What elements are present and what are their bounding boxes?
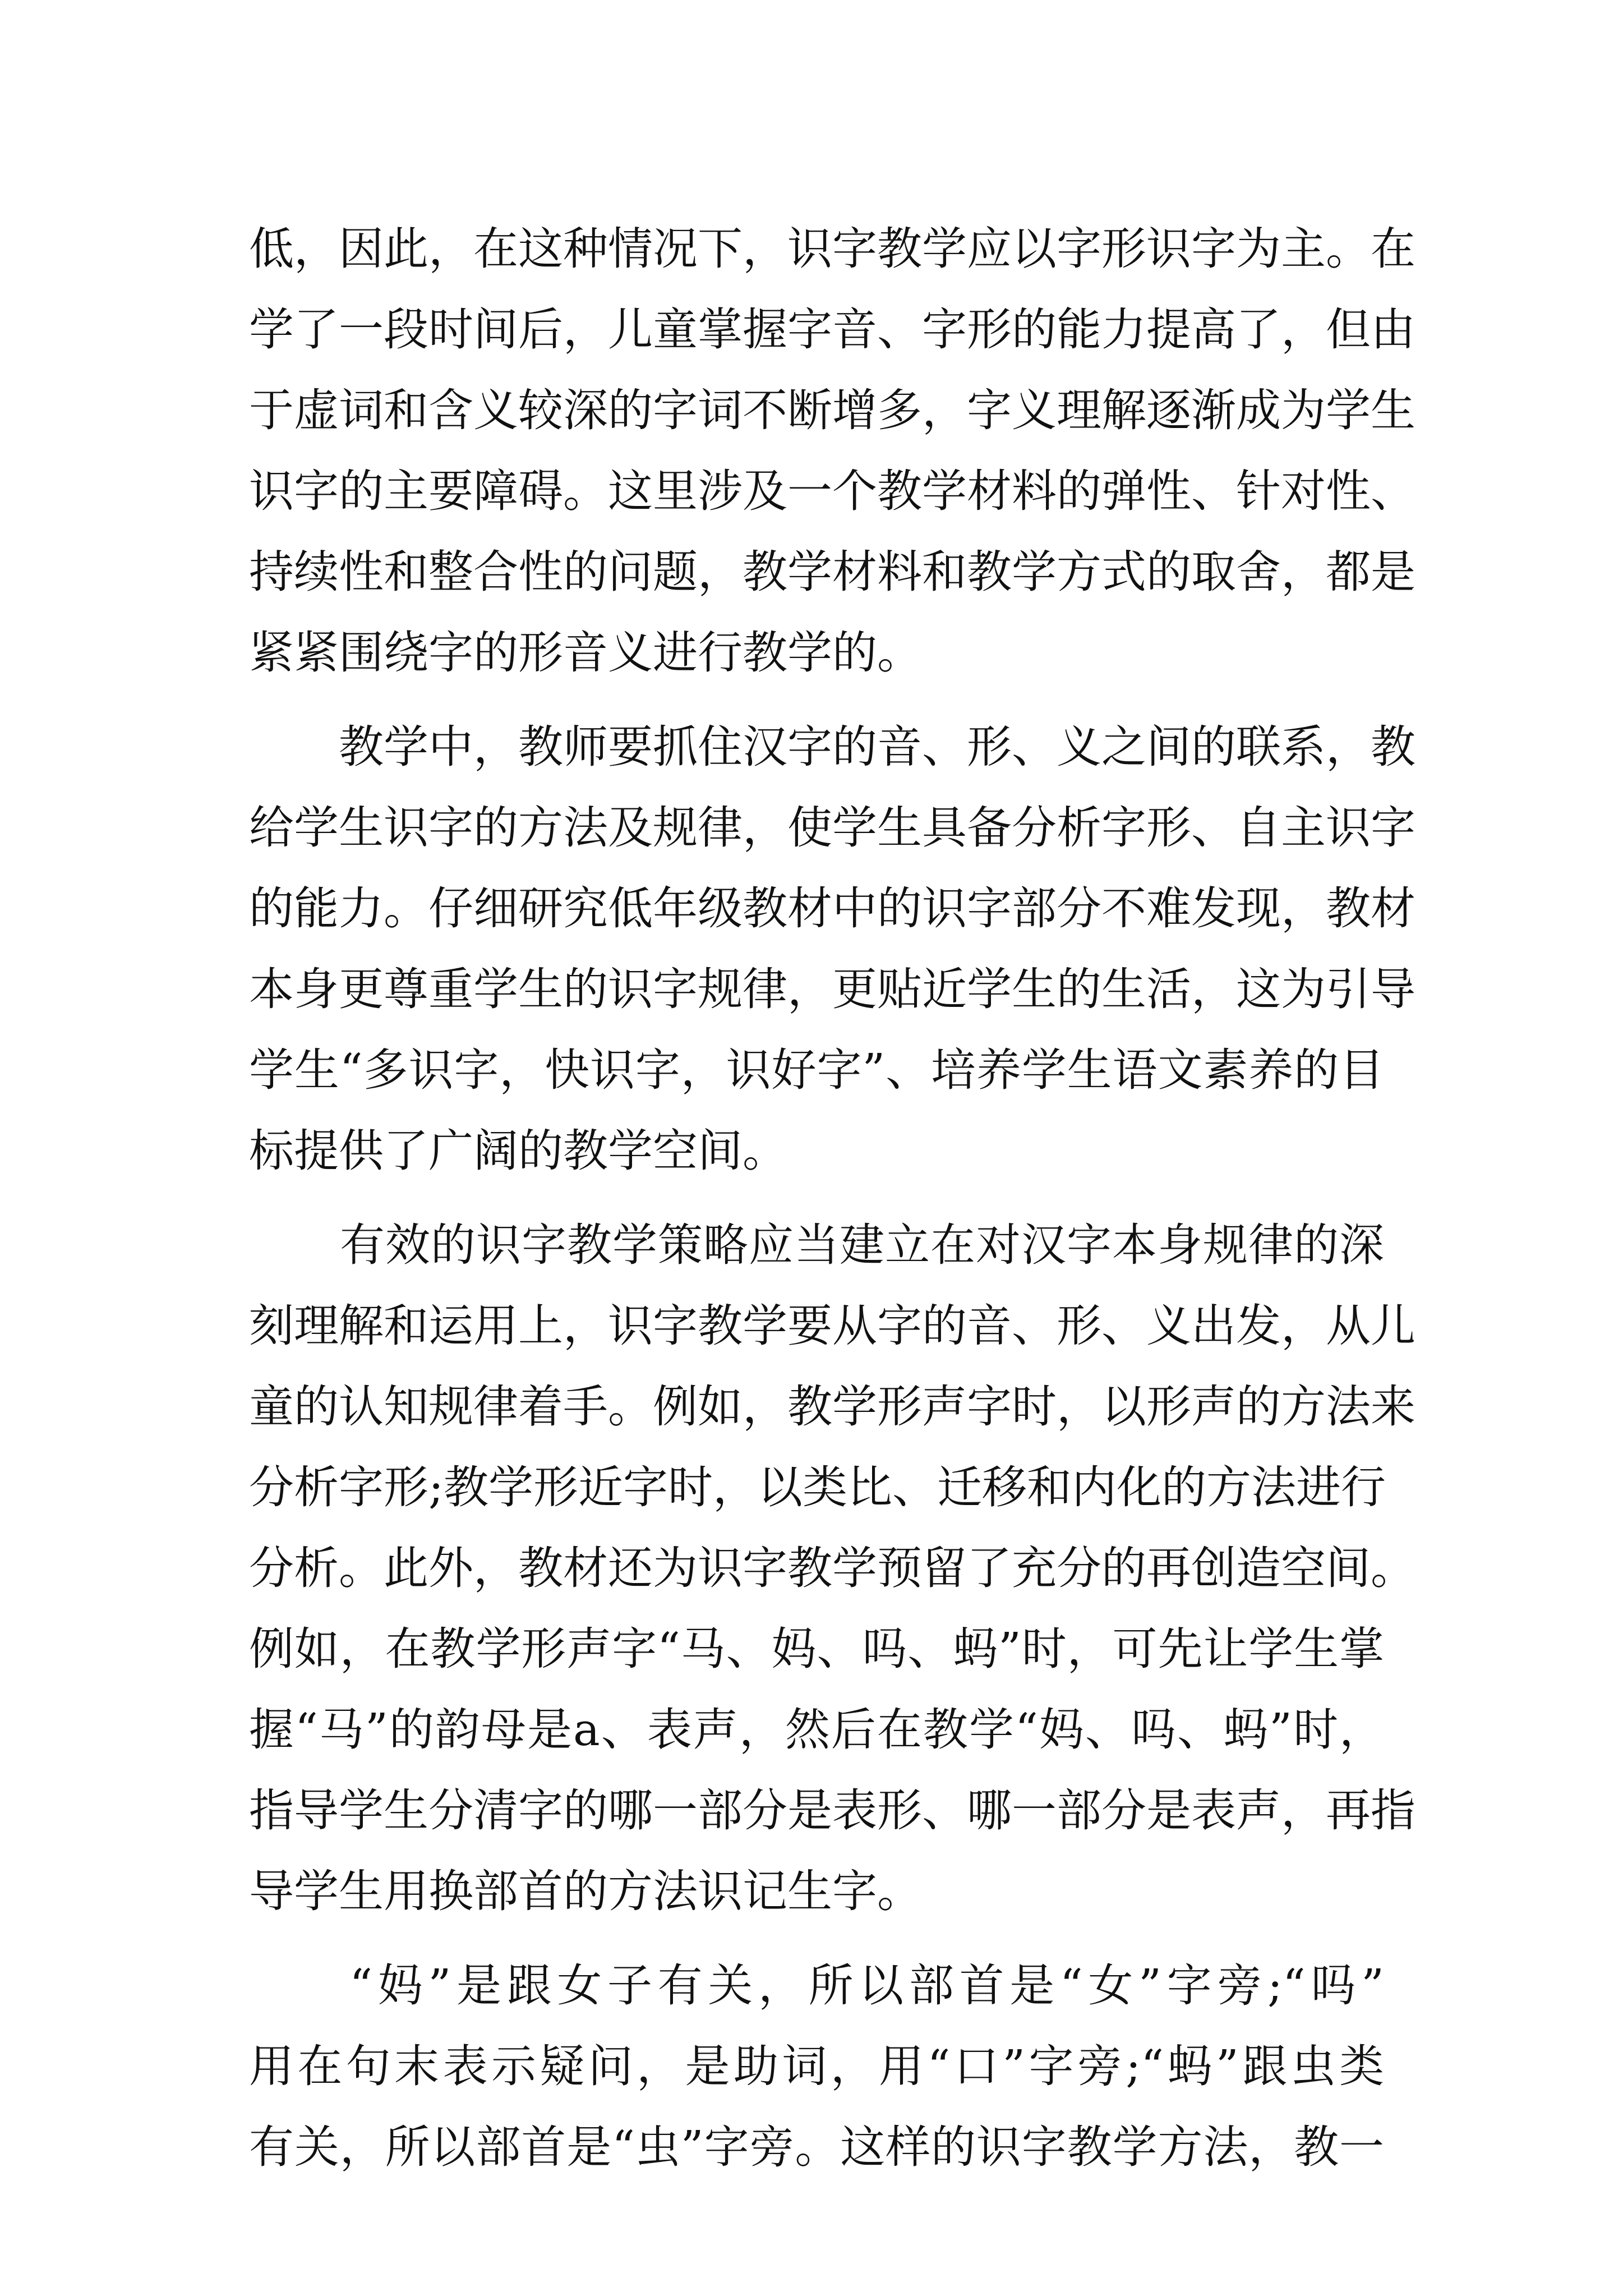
text-line: 教学中，教师要抓住汉字的音、形、义之间的联系，教 xyxy=(249,721,1415,773)
text-line: 指导学生分清字的哪一部分是表形、哪一部分是表声，再指 xyxy=(249,1784,1415,1837)
text-line: 紧紧围绕字的形音义进行教学的。 xyxy=(249,627,922,679)
text-line: 例如，在教学形声字“马、妈、吗、蚂”时，可先让学生掌 xyxy=(249,1623,1384,1675)
text-line: 学了一段时间后，儿童掌握字音、字形的能力提高了，但由 xyxy=(249,303,1415,356)
text-line: 学生“多识字，快识字，识好字”、培养学生语文素养的目 xyxy=(249,1044,1384,1096)
text-line: 握“马”的韵母是a、表声，然后在教学“妈、吗、蚂”时， xyxy=(249,1704,1384,1756)
paragraph xyxy=(249,707,1415,1191)
text-line: 本身更尊重学生的识字规律，更贴近学生的生活，这为引导 xyxy=(249,963,1415,1015)
paragraph xyxy=(249,1945,1384,2188)
paragraph xyxy=(249,1205,1415,1932)
text-line: 低，因此，在这种情况下，识字教学应以字形识字为主。在 xyxy=(249,223,1415,275)
text-line: 分析字形;教学形近字时，以类比、迁移和内化的方法进行 xyxy=(249,1461,1386,1513)
text-line: 分析。此外，教材还为识字教学预留了充分的再创造空间。 xyxy=(249,1542,1415,1594)
text-line: 有效的识字教学策略应当建立在对汉字本身规律的深 xyxy=(249,1219,1384,1271)
text-line: 识字的主要障碍。这里涉及一个教学材料的弹性、针对性、 xyxy=(249,465,1415,517)
text-line: 持续性和整合性的问题，教学材料和教学方式的取舍，都是 xyxy=(249,546,1415,598)
text-line: 童的认知规律着手。例如，教学形声字时，以形声的方法来 xyxy=(249,1381,1415,1433)
text-line: 给学生识字的方法及规律，使学生具备分析字形、自主识字 xyxy=(249,802,1415,854)
text-line: 标提供了广阔的教学空间。 xyxy=(249,1125,787,1177)
text-line: “妈”是跟女子有关，所以部首是“女”字旁;“吗” xyxy=(249,1959,1384,2012)
text-line: 用在句末表示疑问，是助词，用“口”字旁;“蚂”跟虫类 xyxy=(249,2040,1384,2092)
text-line: 刻理解和运用上，识字教学要从字的音、形、义出发，从儿 xyxy=(249,1300,1415,1352)
text-line: 于虚词和含义较深的字词不断增多，字义理解逐渐成为学生 xyxy=(249,384,1415,436)
text-line: 的能力。仔细研究低年级教材中的识字部分不难发现，教材 xyxy=(249,882,1415,935)
text-line: 有关，所以部首是“虫”字旁。这样的识字教学方法，教一 xyxy=(249,2121,1384,2173)
body-text xyxy=(249,209,1415,2188)
paragraph xyxy=(249,209,1415,693)
text-line: 导学生用换部首的方法识记生字。 xyxy=(249,1865,922,1917)
